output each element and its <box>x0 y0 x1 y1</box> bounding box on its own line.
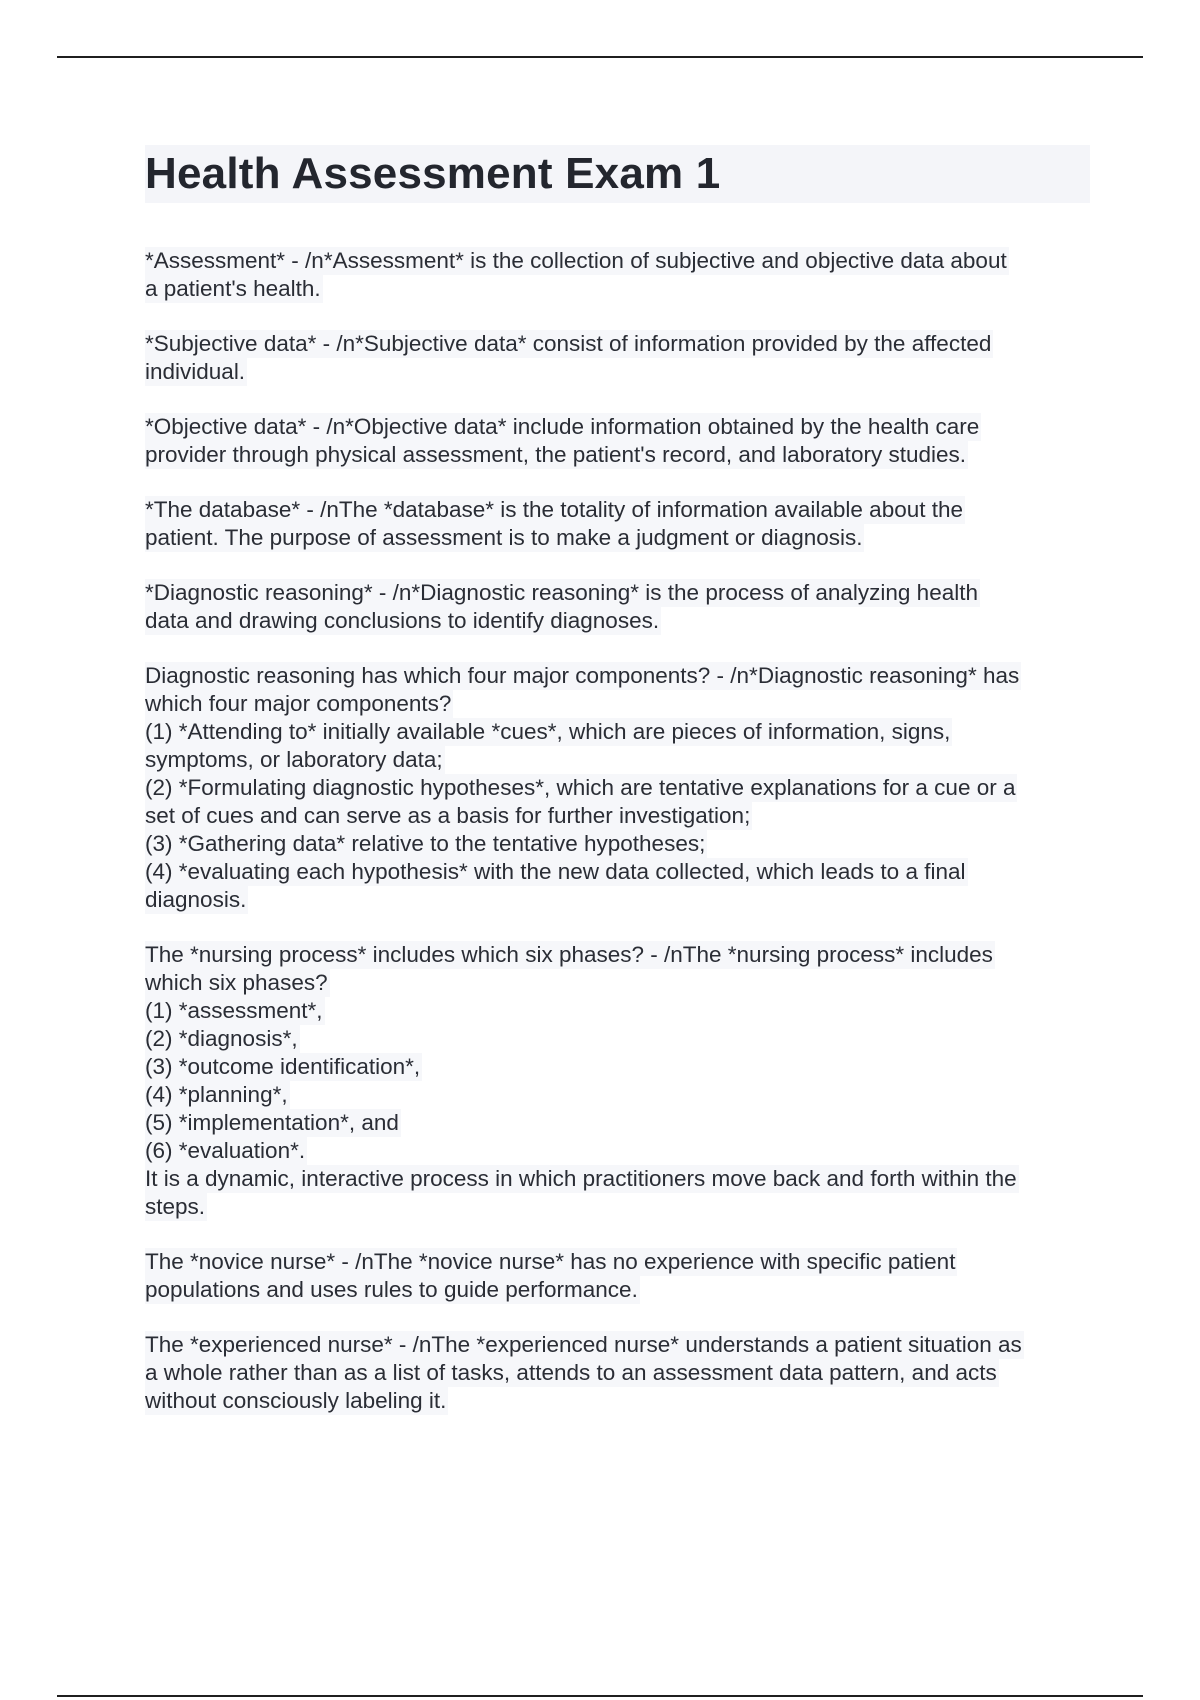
document-title: Health Assessment Exam 1 <box>145 149 721 198</box>
flashcard-entry <box>145 496 1090 552</box>
entry-text-line: a whole rather than as a list of tasks, attends to an assessment data pattern, and acts <box>145 1360 997 1385</box>
flashcard-entry <box>145 662 1090 914</box>
entry-text-line: data and drawing conclusions to identify diagnoses. <box>145 608 660 633</box>
entry-text-line: which six phases? <box>145 970 328 995</box>
entry-text-line: diagnosis. <box>145 887 247 912</box>
entry-text-line: provider through physical assessment, the patient's record, and laboratory studies. <box>145 442 966 467</box>
entry-text-line: (3) *outcome identification*, <box>145 1054 421 1079</box>
flashcard-entry <box>145 579 1090 635</box>
entry-text-line: (6) *evaluation*. <box>145 1138 306 1163</box>
entry-text-line: The *nursing process* includes which six phases? - /nThe *nursing process* includes <box>145 942 993 967</box>
flashcard-entry <box>145 330 1090 386</box>
entry-text-line: *Subjective data* - /n*Subjective data* consist of information provided by the affected <box>145 331 992 356</box>
title-band <box>145 145 1090 203</box>
top-divider <box>57 56 1143 58</box>
entry-text-line: The *novice nurse* - /nThe *novice nurse* has no experience with specific patient <box>145 1249 956 1274</box>
flashcard-entry <box>145 941 1090 1221</box>
entry-text-line: symptoms, or laboratory data; <box>145 747 443 772</box>
entry-text-line: *Assessment* - /n*Assessment* is the collection of subjective and objective data about <box>145 248 1007 273</box>
entry-text-line: set of cues and can serve as a basis for further investigation; <box>145 803 751 828</box>
entry-text-line: *Objective data* - /n*Objective data* include information obtained by the health care <box>145 414 980 439</box>
entry-text-line: The *experienced nurse* - /nThe *experienced nurse* understands a patient situation as <box>145 1332 1022 1357</box>
document-page <box>145 145 1090 1442</box>
entry-text-line: (2) *Formulating diagnostic hypotheses*, which are tentative explanations for a cue or a <box>145 775 1016 800</box>
entry-text-line: Diagnostic reasoning has which four major components? - /n*Diagnostic reasoning* has <box>145 663 1020 688</box>
entry-text-line: a patient's health. <box>145 276 321 301</box>
flashcard-entry <box>145 1331 1090 1415</box>
entry-text-line: *Diagnostic reasoning* - /n*Diagnostic reasoning* is the process of analyzing health <box>145 580 978 605</box>
entry-text-line: individual. <box>145 359 246 384</box>
flashcard-entry <box>145 413 1090 469</box>
entry-text-line: (4) *planning*, <box>145 1082 288 1107</box>
entry-text-line: which four major components? <box>145 691 452 716</box>
entry-text-line: (4) *evaluating each hypothesis* with the new data collected, which leads to a final <box>145 859 966 884</box>
entry-text-line: (3) *Gathering data* relative to the tentative hypotheses; <box>145 831 706 856</box>
entry-text-line: (5) *implementation*, and <box>145 1110 399 1135</box>
entry-text-line: (2) *diagnosis*, <box>145 1026 298 1051</box>
flashcard-entry <box>145 1248 1090 1304</box>
entry-text-line: patient. The purpose of assessment is to make a judgment or diagnosis. <box>145 525 863 550</box>
flashcard-entry <box>145 247 1090 303</box>
entry-text-line: steps. <box>145 1194 206 1219</box>
entry-text-line: populations and uses rules to guide performance. <box>145 1277 638 1302</box>
entry-text-line: (1) *Attending to* initially available *cues*, which are pieces of information, signs, <box>145 719 951 744</box>
entry-text-line: *The database* - /nThe *database* is the totality of information available about the <box>145 497 964 522</box>
entry-text-line: (1) *assessment*, <box>145 998 323 1023</box>
bottom-divider <box>57 1695 1143 1697</box>
flashcard-list <box>145 247 1090 1415</box>
entry-text-line: It is a dynamic, interactive process in which practitioners move back and forth within the <box>145 1166 1017 1191</box>
entry-text-line: without consciously labeling it. <box>145 1388 447 1413</box>
